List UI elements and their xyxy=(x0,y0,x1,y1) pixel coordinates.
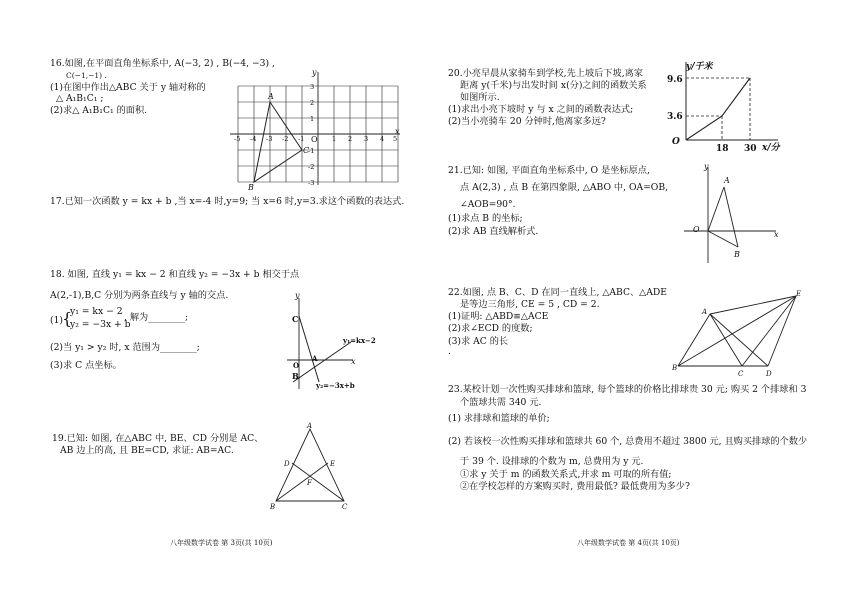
q16-line2: C(−1,−1) . xyxy=(66,71,107,80)
y-axis-label: y/千米 xyxy=(686,62,713,72)
origin-label: O xyxy=(311,135,318,144)
tick-y-neg3: -3 xyxy=(308,179,315,187)
altitude-be xyxy=(276,463,328,501)
q21-line4: (1)求点 B 的坐标; xyxy=(448,213,523,224)
q23-line5: 于 39 个. 设排球的个数为 m, 总费用为 y 元. xyxy=(460,456,644,467)
q22-line6: . xyxy=(448,346,451,357)
q22-line3: (1)证明: △ABD≌△ACE xyxy=(448,311,549,322)
point-c-label: C xyxy=(738,370,744,378)
q18-line3-suffix: , 解为________; xyxy=(124,312,189,323)
value-3-6: 3.6 xyxy=(667,112,683,122)
x-label: x xyxy=(351,357,356,366)
q18-line5: (3)求 C 点坐标。 xyxy=(50,360,122,371)
time-18: 18 xyxy=(716,144,729,154)
tick-x-2: 2 xyxy=(348,135,353,143)
q21-coordinate-graph xyxy=(680,162,780,265)
point-c-label: C xyxy=(292,314,299,324)
segment-be xyxy=(678,296,796,366)
origin-label: O xyxy=(672,137,680,147)
tick-x-4: 4 xyxy=(380,135,385,143)
system-brace: { xyxy=(62,309,73,328)
q20-line1: 20.小亮早晨从家骑车到学校,先上坡后下坡,离家 xyxy=(448,68,644,79)
point-b-label: B xyxy=(734,250,740,259)
q22-line5: (3)求 AC 的长 xyxy=(448,336,509,347)
q22-line1: 22.如图, 点 B、C、D 在同一直线上, △ABC、△ADE xyxy=(448,287,667,298)
q18-line3-prefix: (1) xyxy=(50,315,64,326)
q20-distance-time-graph xyxy=(666,60,786,152)
tick-x-5: 5 xyxy=(393,135,398,143)
q20-line5: (2)当小亮骑车 20 分钟时,他离家多远? xyxy=(448,116,606,127)
point-d-label: D xyxy=(766,370,772,378)
q18-line1: 18. 如图, 直线 y₁ = kx − 2 和直线 y₂ = −3x + b 相交于点 xyxy=(50,269,300,280)
altitude-cd xyxy=(292,463,344,501)
point-a-label: A xyxy=(312,354,318,363)
point-b-label: B xyxy=(672,364,678,372)
point-f-label: F xyxy=(307,479,312,487)
q23-line7: ②在学校怎样的方案购买时, 费用最低? 最低费用为多少? xyxy=(460,481,690,492)
q23-line4: (2) 若该校一次性购买排球和篮球共 60 个, 总费用不超过 3800 元, 且购买排球的个数少 xyxy=(448,436,808,447)
triangle-abc xyxy=(254,102,305,182)
q22-line2: 是等边三角形, CE = 5 , CD = 2. xyxy=(460,299,600,310)
segment-de xyxy=(768,296,796,366)
segment-ob xyxy=(708,231,738,247)
segment-ab xyxy=(678,314,710,366)
origin-label: O xyxy=(693,225,700,234)
segment-ae xyxy=(710,296,796,314)
y-label: y xyxy=(295,291,300,300)
q19-line2: AB 边上的高, 且 BE=CD, 求证: AB=AC. xyxy=(60,445,234,456)
q21-line5: (2)求 AB 直线解析式. xyxy=(448,226,539,237)
point-c-label: C xyxy=(303,146,310,155)
point-b-label: B xyxy=(248,183,254,192)
tick-y-neg1: -1 xyxy=(308,147,315,155)
segment-ad xyxy=(710,314,768,366)
tick-x-neg1: -1 xyxy=(298,135,305,143)
tick-y-2: 2 xyxy=(310,99,315,107)
q23-line1: 23.某校计划一次性购买排球和篮球, 每个篮球的价格比排球贵 30 元; 购买 2 个排球和 3 xyxy=(448,384,807,395)
point-e-label: E xyxy=(330,460,336,468)
point-d-label: D xyxy=(284,460,290,468)
q21-line3: ∠AOB=90°. xyxy=(460,199,516,210)
q23-line2: 个篮球共需 340 元. xyxy=(460,397,542,408)
tick-x-neg3: -3 xyxy=(266,135,273,143)
q18-line2: A(2,-1),B,C 分别为两条直线与 y 轴的交点. xyxy=(50,290,229,301)
q16-line3: (1)在图中作出△ABC 关于 y 轴对称的 xyxy=(50,82,206,93)
segment-ac xyxy=(710,314,742,366)
q23-line3: (1) 求排球和篮球的单价; xyxy=(448,413,550,424)
x-axis-label: x xyxy=(395,127,400,136)
q18-eq1: y₁ = kx − 2 xyxy=(70,306,123,317)
q17-line1: 17.已知一次函数 y = kx + b ,当 x=-4 时,y=9; 当 x=6 时,y=3.求这个函数的表达式. xyxy=(50,196,405,207)
point-b-label: B xyxy=(292,371,299,381)
line1-label: y₁=kx−2 xyxy=(343,336,376,345)
q22-line4: (2)求∠ECD 的度数; xyxy=(448,323,533,334)
y-label: y xyxy=(704,162,709,171)
tick-x-neg2: -2 xyxy=(282,135,289,143)
q16-line4: △ A₁B₁C₁ ; xyxy=(56,93,104,104)
x-axis-label: x/分 xyxy=(762,143,780,153)
vertex-c-label: C xyxy=(342,503,348,511)
origin-label: O xyxy=(293,361,300,370)
q18-line4: (2)当 y₁ > y₂ 时, x 范围为________; xyxy=(50,342,200,353)
point-e-label: E xyxy=(796,290,802,298)
segment-ab xyxy=(724,187,738,247)
tick-y-3: 3 xyxy=(310,83,315,91)
q20-line3: 如图所示. xyxy=(460,92,500,103)
tick-x-neg4: -4 xyxy=(250,135,257,143)
y-axis-label: y xyxy=(312,68,317,77)
q18-graph xyxy=(283,291,376,390)
line2-label: y₂=−3x+b xyxy=(316,381,355,390)
segment-ce xyxy=(742,296,796,366)
vertex-b-label: B xyxy=(270,503,276,511)
tick-x-neg5: -5 xyxy=(234,135,241,143)
tick-y-1: 1 xyxy=(310,115,315,123)
line-y2 xyxy=(299,316,319,382)
tick-x-3: 3 xyxy=(364,135,369,143)
line-y1 xyxy=(293,342,351,382)
tick-y-neg2: -2 xyxy=(308,163,315,171)
point-a-label: A xyxy=(702,308,708,316)
q16-coordinate-grid xyxy=(230,68,400,192)
q22-triangles xyxy=(670,290,815,378)
q16-line1: 16.如图,在平面直角坐标系中, A(−3, 2) , B(−4, −3) , xyxy=(50,58,275,69)
q18-eq2: y₂ = −3x + b xyxy=(70,319,131,330)
q20-line2: 距离 y(千米)与出发时间 x(分)之间的函数关系 xyxy=(460,80,647,91)
q16-line5: (2)求△ A₁B₁C₁ 的面积. xyxy=(50,105,148,116)
value-9-6: 9.6 xyxy=(667,75,683,85)
point-a-label: A xyxy=(724,176,730,185)
time-30: 30 xyxy=(744,144,757,154)
x-label: x xyxy=(774,230,779,239)
q21-line1: 21.已知: 如图, 平面直角坐标系中, O 是坐标原点, xyxy=(448,165,650,176)
segment-oa xyxy=(708,187,724,231)
q19-line1: 19.已知: 如图, 在△ABC 中, BE、CD 分别是 AC、 xyxy=(52,433,264,444)
tick-x-1: 1 xyxy=(332,135,337,143)
q23-line6: ①求 y 关于 m 的函数关系式,并求 m 可取的所有值; xyxy=(460,469,672,480)
journey-line xyxy=(686,78,750,140)
footer-right: 八年级数学试卷 第 4页(共 10页) xyxy=(577,539,680,547)
footer-left: 八年级数学试卷 第 3页(共 10页) xyxy=(170,539,273,547)
q20-line4: (1)求出小亮下坡时 y 与 x 之间的函数表达式; xyxy=(448,104,634,115)
vertex-a-label: A xyxy=(307,422,313,430)
q21-line2: 点 A(2,3) , 点 B 在第四象限, △ABO 中, OA=OB, xyxy=(460,182,669,193)
point-a-label: A xyxy=(268,92,274,101)
q19-triangle xyxy=(270,423,350,513)
